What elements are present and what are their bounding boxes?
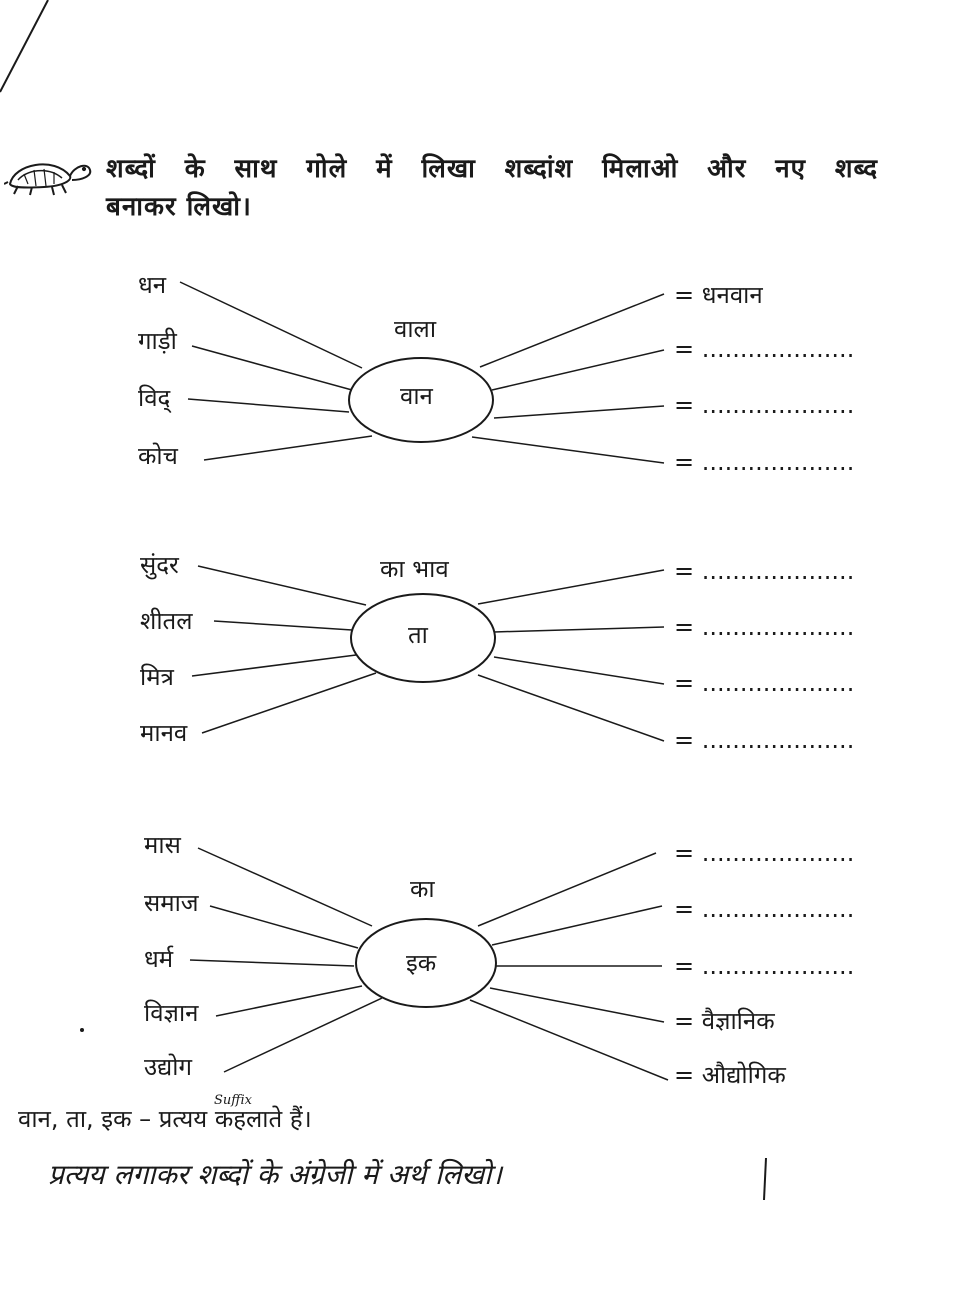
connector-line	[188, 399, 349, 412]
handwritten-instruction: प्रत्यय लगाकर शब्दों के अंग्रेजी में अर्थ लिखो।	[48, 1158, 503, 1191]
answer-blank: = ....................	[674, 557, 855, 585]
instruction-line-2: बनाकर लिखो।	[106, 192, 252, 222]
word-item: शीतल	[140, 607, 193, 635]
word-item: मित्र	[140, 663, 174, 691]
suffix-label: ता	[408, 621, 428, 649]
word-item: धर्म	[144, 945, 174, 973]
word-item: उद्योग	[144, 1053, 192, 1081]
answer-item: = औद्योगिक	[674, 1061, 786, 1089]
connector-line	[180, 282, 362, 368]
connector-line	[478, 853, 656, 926]
suffix-note: वान, ता, इक – प्रत्यय कहलाते हैं।	[18, 1105, 312, 1133]
word-item: विज्ञान	[144, 999, 199, 1027]
word-item: गाड़ी	[138, 327, 177, 355]
connector-line	[192, 655, 356, 676]
connector-line	[214, 621, 352, 630]
connector-line	[202, 673, 376, 733]
meaning-label: का भाव	[380, 555, 449, 583]
word-item: सुंदर	[140, 551, 179, 579]
connector-line	[478, 570, 664, 604]
answer-blank: = ....................	[674, 726, 855, 754]
word-item: मास	[144, 831, 181, 859]
meaning-label: वाला	[394, 315, 437, 343]
answer-item: = धनवान	[674, 281, 763, 309]
answer-blank: = ....................	[674, 613, 855, 641]
suffix-label: इक	[406, 949, 437, 977]
connector-line	[494, 406, 664, 418]
answer-blank: = ....................	[674, 669, 855, 697]
answer-blank: = ....................	[674, 448, 855, 476]
word-item: धन	[138, 271, 167, 299]
connector-line	[494, 657, 664, 684]
connector-line	[490, 988, 664, 1022]
connector-line	[478, 675, 664, 741]
connector-line	[210, 906, 358, 948]
answer-blank: = ....................	[674, 335, 855, 363]
word-item: कोच	[138, 442, 178, 470]
word-item: विद्	[138, 384, 171, 412]
meaning-label: का	[410, 875, 435, 903]
connector-line	[216, 986, 362, 1016]
connector-line	[494, 627, 664, 632]
answer-blank: = ....................	[674, 839, 855, 867]
word-item: मानव	[140, 719, 188, 747]
instruction-line-1: शब्दों के साथ गोले में लिखा शब्दांश मिलाओ और नए शब्द	[106, 154, 878, 184]
word-item: समाज	[144, 889, 199, 917]
handwritten-suffix-annotation: Suffix	[214, 1093, 252, 1108]
connector-line	[190, 960, 354, 966]
answer-blank: = ....................	[674, 952, 855, 980]
connector-line	[198, 848, 372, 926]
connector-line	[198, 566, 366, 605]
connector-line	[492, 906, 662, 945]
answer-blank: = ....................	[674, 895, 855, 923]
answer-item: = वैज्ञानिक	[674, 1007, 775, 1035]
connector-line	[492, 350, 664, 390]
connector-line	[472, 437, 664, 463]
connector-line	[204, 436, 372, 460]
connector-line	[470, 1000, 668, 1080]
suffix-label: वान	[400, 382, 433, 410]
answer-blank: = ....................	[674, 391, 855, 419]
